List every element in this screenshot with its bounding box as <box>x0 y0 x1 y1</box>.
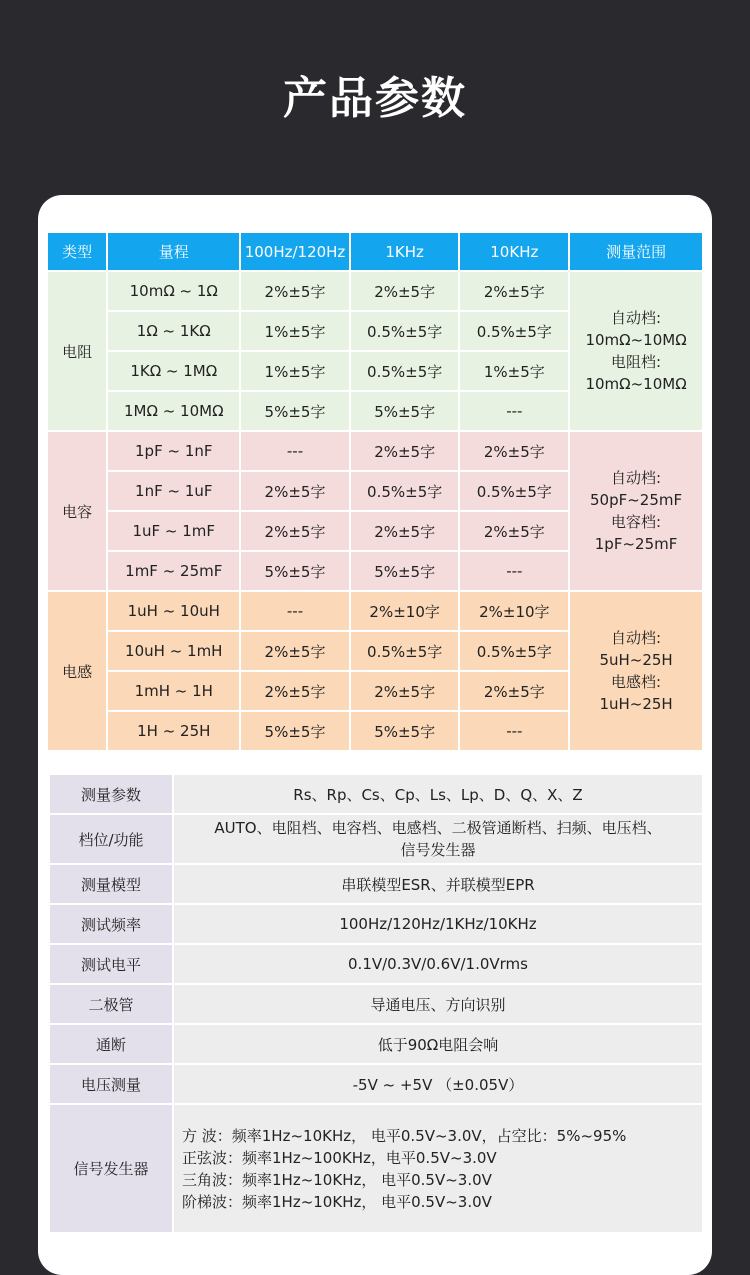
range-cell: 1nF ~ 1uF <box>108 472 239 510</box>
param-row <box>50 865 702 903</box>
range-cell: 1uF ~ 1mF <box>108 512 239 550</box>
range-cell: 1mH ~ 1H <box>108 672 239 710</box>
accuracy-1khz-cell: 2%±5字 <box>351 672 459 710</box>
param-value-line: 方 波：频率1Hz~10KHz， 电平0.5V~3.0V，占空比：5%~95% <box>182 1126 627 1145</box>
inductance-measure-range-cell <box>570 592 702 750</box>
param-value: -5V ~ +5V （±0.05V） <box>174 1065 702 1103</box>
param-row <box>50 1025 702 1063</box>
accuracy-1khz-cell: 0.5%±5字 <box>351 472 459 510</box>
param-value: 导通电压、方向识别 <box>174 985 702 1023</box>
measure-range-line: 电容档: <box>611 513 662 531</box>
param-value <box>174 815 702 863</box>
param-value: 低于90Ω电阻会响 <box>174 1025 702 1063</box>
accuracy-1khz-cell: 2%±5字 <box>351 432 459 470</box>
measure-range-line: 自动档: <box>611 309 662 327</box>
accuracy-10khz-cell: --- <box>460 392 568 430</box>
accuracy-1khz-cell: 5%±5字 <box>351 552 459 590</box>
spec-card <box>38 195 712 1275</box>
accuracy-100hz-cell: 1%±5字 <box>241 312 349 350</box>
accuracy-10khz-cell: 2%±5字 <box>460 432 568 470</box>
measure-range-line: 1uH~25H <box>599 695 673 713</box>
range-cell: 10mΩ ~ 1Ω <box>108 272 239 310</box>
param-value-line: 三角波：频率1Hz~10KHz， 电平0.5V~3.0V <box>182 1170 492 1189</box>
param-label: 测试频率 <box>50 905 172 943</box>
accuracy-100hz-cell: 2%±5字 <box>241 512 349 550</box>
param-row <box>50 905 702 943</box>
header-range: 量程 <box>108 233 239 270</box>
param-value: 0.1V/0.3V/0.6V/1.0Vrms <box>174 945 702 983</box>
param-row <box>50 985 702 1023</box>
param-label: 测量模型 <box>50 865 172 903</box>
header-100hz: 100Hz/120Hz <box>241 233 349 270</box>
parameter-table <box>48 773 704 1234</box>
accuracy-spec-table <box>46 231 704 752</box>
param-label: 二极管 <box>50 985 172 1023</box>
table-header-row <box>48 233 702 270</box>
param-label: 测试电平 <box>50 945 172 983</box>
accuracy-1khz-cell: 0.5%±5字 <box>351 352 459 390</box>
param-label: 测量参数 <box>50 775 172 813</box>
accuracy-100hz-cell: 5%±5字 <box>241 552 349 590</box>
accuracy-10khz-cell: 0.5%±5字 <box>460 312 568 350</box>
param-label: 通断 <box>50 1025 172 1063</box>
measure-range-line: 自动档: <box>611 469 662 487</box>
accuracy-100hz-cell: 2%±5字 <box>241 272 349 310</box>
param-row <box>50 1065 702 1103</box>
accuracy-10khz-cell: 1%±5字 <box>460 352 568 390</box>
accuracy-10khz-cell: 0.5%±5字 <box>460 632 568 670</box>
resistance-measure-range-cell <box>570 272 702 430</box>
accuracy-100hz-cell: 2%±5字 <box>241 472 349 510</box>
range-cell: 1pF ~ 1nF <box>108 432 239 470</box>
range-cell: 10uH ~ 1mH <box>108 632 239 670</box>
measure-range-line: 10mΩ~10MΩ <box>585 375 687 393</box>
range-cell: 1uH ~ 10uH <box>108 592 239 630</box>
accuracy-10khz-cell: --- <box>460 712 568 750</box>
accuracy-10khz-cell: 2%±5字 <box>460 512 568 550</box>
param-row <box>50 815 702 863</box>
accuracy-100hz-cell: --- <box>241 432 349 470</box>
accuracy-100hz-cell: 2%±5字 <box>241 672 349 710</box>
accuracy-100hz-cell: 1%±5字 <box>241 352 349 390</box>
accuracy-1khz-cell: 5%±5字 <box>351 712 459 750</box>
measure-range-line: 10mΩ~10MΩ <box>585 331 687 349</box>
param-label: 档位/功能 <box>50 815 172 863</box>
param-row <box>50 1105 702 1232</box>
param-value-line: 信号发生器 <box>400 841 476 859</box>
table-row <box>48 272 702 310</box>
measure-range-line: 1pF~25mF <box>594 535 678 553</box>
header-1khz: 1KHz <box>351 233 459 270</box>
resistance-type-cell: 电阻 <box>48 272 106 430</box>
measure-range-line: 自动档: <box>611 629 662 647</box>
param-value: 串联模型ESR、并联模型EPR <box>174 865 702 903</box>
measure-range-line: 50pF~25mF <box>590 491 683 509</box>
accuracy-10khz-cell: 2%±5字 <box>460 672 568 710</box>
accuracy-1khz-cell: 5%±5字 <box>351 392 459 430</box>
measure-range-line: 电阻档: <box>611 353 662 371</box>
param-value <box>174 1105 702 1232</box>
accuracy-1khz-cell: 0.5%±5字 <box>351 632 459 670</box>
capacitance-measure-range-cell <box>570 432 702 590</box>
param-value-line: 正弦波：频率1Hz~100KHz，电平0.5V~3.0V <box>182 1148 497 1167</box>
range-cell: 1mF ~ 25mF <box>108 552 239 590</box>
page-title: 产品参数 <box>283 73 467 124</box>
param-value-line: 阶梯波：频率1Hz~10KHz， 电平0.5V~3.0V <box>182 1192 492 1211</box>
accuracy-1khz-cell: 2%±5字 <box>351 512 459 550</box>
header-measure-range: 测量范围 <box>570 233 702 270</box>
accuracy-1khz-cell: 0.5%±5字 <box>351 312 459 350</box>
measure-range-line: 电感档: <box>611 673 662 691</box>
param-value: 100Hz/120Hz/1KHz/10KHz <box>174 905 702 943</box>
param-row <box>50 775 702 813</box>
table-row <box>48 432 702 470</box>
inductance-type-cell: 电感 <box>48 592 106 750</box>
accuracy-10khz-cell: 0.5%±5字 <box>460 472 568 510</box>
measure-range-line: 5uH~25H <box>599 651 673 669</box>
header-type: 类型 <box>48 233 106 270</box>
param-row <box>50 945 702 983</box>
range-cell: 1MΩ ~ 10MΩ <box>108 392 239 430</box>
accuracy-10khz-cell: 2%±10字 <box>460 592 568 630</box>
accuracy-1khz-cell: 2%±5字 <box>351 272 459 310</box>
range-cell: 1H ~ 25H <box>108 712 239 750</box>
range-cell: 1KΩ ~ 1MΩ <box>108 352 239 390</box>
capacitance-type-cell: 电容 <box>48 432 106 590</box>
accuracy-100hz-cell: 5%±5字 <box>241 712 349 750</box>
accuracy-100hz-cell: 2%±5字 <box>241 632 349 670</box>
param-value: Rs、Rp、Cs、Cp、Ls、Lp、D、Q、X、Z <box>174 775 702 813</box>
accuracy-100hz-cell: 5%±5字 <box>241 392 349 430</box>
param-label: 电压测量 <box>50 1065 172 1103</box>
header-10khz: 10KHz <box>460 233 568 270</box>
range-cell: 1Ω ~ 1KΩ <box>108 312 239 350</box>
param-label: 信号发生器 <box>50 1105 172 1232</box>
accuracy-100hz-cell: --- <box>241 592 349 630</box>
param-value-line: AUTO、电阻档、电容档、电感档、二极管通断档、扫频、电压档、 <box>214 819 662 837</box>
accuracy-1khz-cell: 2%±10字 <box>351 592 459 630</box>
accuracy-10khz-cell: 2%±5字 <box>460 272 568 310</box>
accuracy-10khz-cell: --- <box>460 552 568 590</box>
table-row <box>48 592 702 630</box>
